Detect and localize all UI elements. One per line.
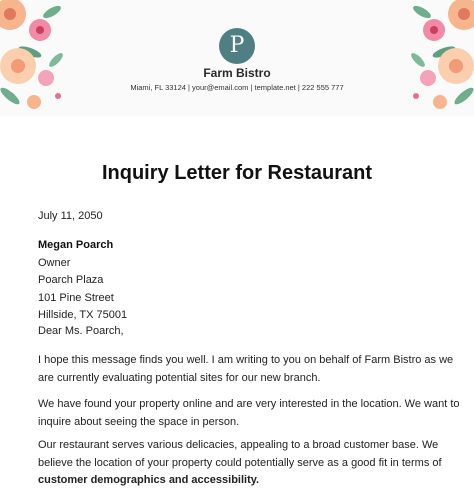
letterhead [0,0,474,116]
paragraph-intro [38,352,454,387]
paragraph-line: inquire about seeing the space in person. [38,415,240,428]
letter-date: July 11, 2050 [38,210,103,222]
recipient-city: Hillside, TX 75001 [38,309,128,321]
paragraph-line: believe the location of your property could potentially serve as a good fit in terms of [38,456,442,469]
floral-decoration-left [0,0,70,116]
recipient-street: 101 Pine Street [38,291,114,304]
recipient-position: Owner [38,256,71,269]
brand-logo [219,28,255,64]
recipient-address [38,237,448,325]
paragraph-line: We have found your property online and are very interested in the location. We want to [38,398,460,410]
paragraph-interest [38,396,460,431]
paragraph-line: Our restaurant serves various delicacies, appealing to a broad customer base. We [38,439,439,451]
floral-decoration-right [404,0,474,116]
recipient-company: Poarch Plaza [38,274,104,286]
paragraph-line: I hope this message finds you well. I am writing to you on behalf of Farm Bistro as we [38,354,454,366]
salutation: Dear Ms. Poarch, [38,325,124,337]
paragraph-line: customer demographics and accessibility. [38,474,260,486]
paragraph-line: are currently evaluating potential sites for our new branch. [38,371,321,384]
paragraph-restaurant [38,437,448,490]
document-title: Inquiry Letter for Restaurant [101,162,373,184]
logo-letter: P [229,33,245,58]
contact-line: Miami, FL 33124 | your@email.com | template.net | 222 555 777 [130,83,344,92]
recipient-name: Megan Poarch [38,239,114,251]
brand-name: Farm Bistro [203,66,271,80]
